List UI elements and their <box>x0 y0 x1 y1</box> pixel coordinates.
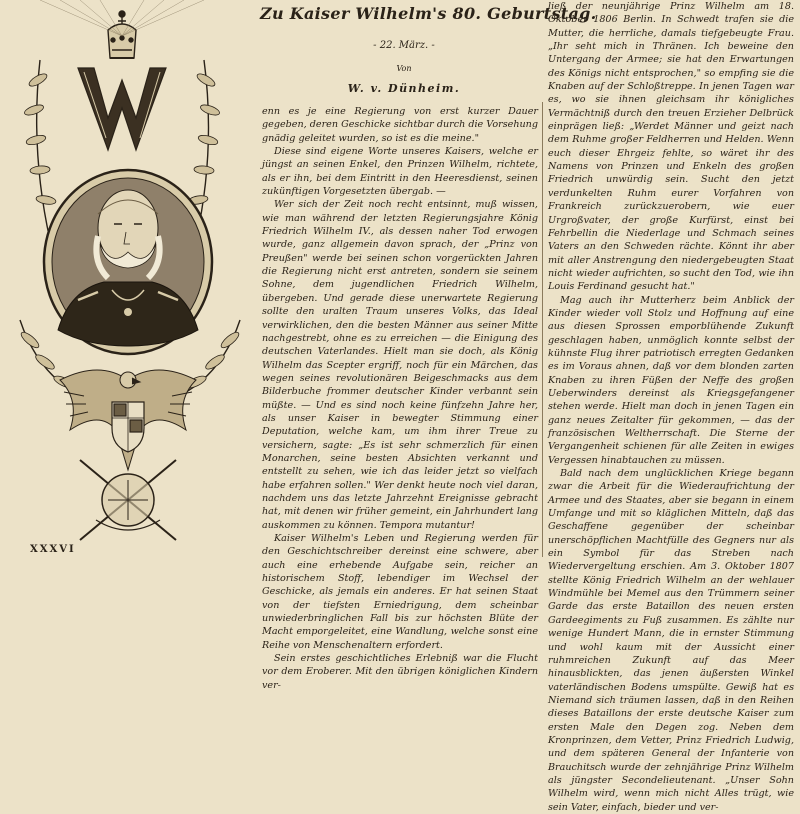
paragraph: Kaiser Wilhelm's Leben und Regierung werden für den Geschichtschreiber dereinst eine schwere, aber auch eine erhebende Aufgabe sein, reicher an historischem Stoff, lebendiger im Wechsel der Geschicke, als jemals ein anderes. Er hat seinen Staat von der tiefsten Erniedrigung, dem scheinbar unwiederbringlichen Fall bis zur höchsten Blüte der Macht emporgeleitet, eine Wandlung, welche sonst eine Reihe von Menschenaltern erfordert. <box>262 533 538 651</box>
article-title: Zu Kaiser Wilhelm's 80. Geburtstag. <box>260 4 597 23</box>
article-date: - 22. März. - <box>373 40 435 51</box>
shield-icon <box>112 402 144 452</box>
column-divider <box>542 102 543 557</box>
paragraph: ließ der neunjährige Prinz Wilhelm am 18. Oktober 1806 Berlin. In Schwedt trafen sie die Mutter, die herrliche, damals tiefgebeugte Frau. „Ihr seht mich in Thränen. Ich beweine den Untergang der Armee; sie hat den Erwartungen des Königs nicht entsprochen," so empfing sie die Knaben auf der Schloßtreppe. In jenen Tagen war es, wo sie ihnen gleichsam ihr königliches Vermächtniß durch den treuen Erzieher Delbrück einprägen ließ: „Werdet Männer und geizt nach dem Ruhme großer Feldherren und Helden. Wenn euch dieser Ehrgeiz fehlte, so wäret ihr des Namens von Prinzen und Enkeln des großen Friedrich unwürdig sein. Sucht den jetzt verdunkelten Ruhm eurer Vorfahren von Frankreich zurückzuerobern, wie euer Urgroßvater, der große Kurfürst, einst bei Fehrbellin die Niederlage und Schmach seines Vaters an den Schweden rächte. Könnt ihr aber mit aller Anstrengung den niedergebeugten Staat nicht wieder aufrichten, so sucht den Tod, wie ihn Louis Ferdinand gesucht hat." <box>548 1 794 293</box>
crown-icon <box>108 11 136 58</box>
byline-von: Von <box>396 64 412 73</box>
crossed-swords-ornament <box>80 460 176 540</box>
w-monogram <box>78 68 166 150</box>
article-author: W. v. Dünheim. <box>347 82 461 95</box>
commemorative-illustration <box>0 0 268 557</box>
paragraph: Diese sind eigene Worte unseres Kaisers, welche er jüngst an seinen Enkel, den Prinzen Wilhelm, richtete, als er ihn, bei dem Eintritt in den Heeresdienst, seinen zukünftigen Vorgesetzten übergab. — <box>262 146 538 198</box>
page-number: XXXVI <box>30 544 76 555</box>
text-column-1 <box>262 105 538 691</box>
portrait-of-kaiser-wilhelm <box>44 170 212 354</box>
text-column-2 <box>548 0 794 813</box>
paragraph: Sein erstes geschichtliches Erlebniß war die Flucht vor dem Eroberer. Mit den übrigen königlichen Kindern ver- <box>262 653 538 691</box>
paragraph: enn es je eine Regierung von erst kurzer Dauer gegeben, deren Geschicke sichtbar durch die Vorsehung gnädig geleitet wurden, so ist es die meine." <box>262 106 538 144</box>
paragraph: Mag auch ihr Mutterherz beim Anblick der Kinder wieder voll Stolz und Hoffnung auf eine aus diesen Sprossen emporblühende Zukunft geschlagen haben, unmöglich konnte selbst der kühnste Flug ihrer patriotisch erregten Gedanken es im Voraus ahnen, daß vor dem blonden zarten Knaben zu ihren Füßen der Neffe des großen Ueberwinders dereinst als Kriegsgefangener stehen werde. Hielt man doch in jenen Tagen ein ganz neues Zeitalter für gekommen, — das der französischen Weltherrschaft. Die Sterne der Vergangenheit schienen für alle Zeiten in ewiges Vergessen hinabtauchen zu müssen. <box>548 294 794 466</box>
paragraph: Wer sich der Zeit noch recht entsinnt, muß wissen, wie man während der letzten Regierungsjahre König Friedrich Wilhelm IV., als dessen naher Tod erwogen wurde, ganz allgemein davon sprach, der „Prinz von Preußen" werde bei seinen schon vorgerückten Jahren die Regierung nicht erst antreten, sondern sie seinem Sohne, dem jugendlichen Friedrich Wilhelm, übergeben. Und gerade diese unerwartete Regierung sollte den uralten Traum unseres Volks, das Ideal verwirklichen, den die besten Männer aus seiner Mitte nachgestrebt, ohne es zu erreichen — die Einigung des deutschen Vaterlandes. Hielt man sie doch, als König Wilhelm das Scepter ergriff, noch für ein Märchen, das wegen seines revolutionären Beigeschmacks aus dem Bilderbuche frommer deutscher Kinder verbannt sein müßte. — Und es sind noch keine fünfzehn Jahre her, als unser Kaiser in bewegter Stimmung einer Deputation, welche kam, um ihm ihrer Treue zu versichern, sagte: „Es ist sehr schmerzlich für einen Monarchen, seine besten Absichten verkannt und entstellt zu sehen, wie ich das leider jetzt so vielfach habe erfahren sollen." Wer denkt heute noch viel daran, nachdem uns das letzte Jahrzehnt Ereignisse gebracht hat, mit denen wir früher gemeint, ein Jahrhundert lang auskommen zu können. Tempora mutantur! <box>262 199 538 531</box>
paragraph: Bald nach dem unglücklichen Kriege begann zwar die Arbeit für die Wiederaufrichtung der Armee und des Staates, aber sie begann in einem Umfange und mit so kläglichen Mitteln, daß das Geschaffene gegenüber der scheinbar unerschöpflichen Machtfülle des Gegners nur als ein Symbol für das Streben nach Wiedervergeltung erschien. Am 3. Oktober 1807 stellte König Friedrich Wilhelm an der wehlauer Windmühle bei Memel aus den Trümmern seiner Garde das erste Bataillon des neuen ersten Gardeegiments zu Fuß zusammen. Es zählte nur wenige Hundert Mann, die in ernster Stimmung und wohl kaum mit der Aussicht einer ruhmreichen Zukunft auf das Meer hinausblickten, das jenen äußersten Winkel vaterländischen Bodens umspülte. Gewiß hat es Niemand sich träumen lassen, daß in den Reihen dieses Bataillons der erste deutsche Kaiser zum ersten Male den Degen zog. Neben dem Kronprinzen, dem Vetter, Prinz Friedrich Ludwig, und dem späteren General der Infanterie von Brauchitsch wurde der zehnjährige Prinz Wilhelm als jüngster Secondelieutenant. „Unser Sohn Wilhelm wird, wenn mich nicht Alles trügt, wie sein Vater, einfach, bieder und ver- <box>548 468 794 813</box>
